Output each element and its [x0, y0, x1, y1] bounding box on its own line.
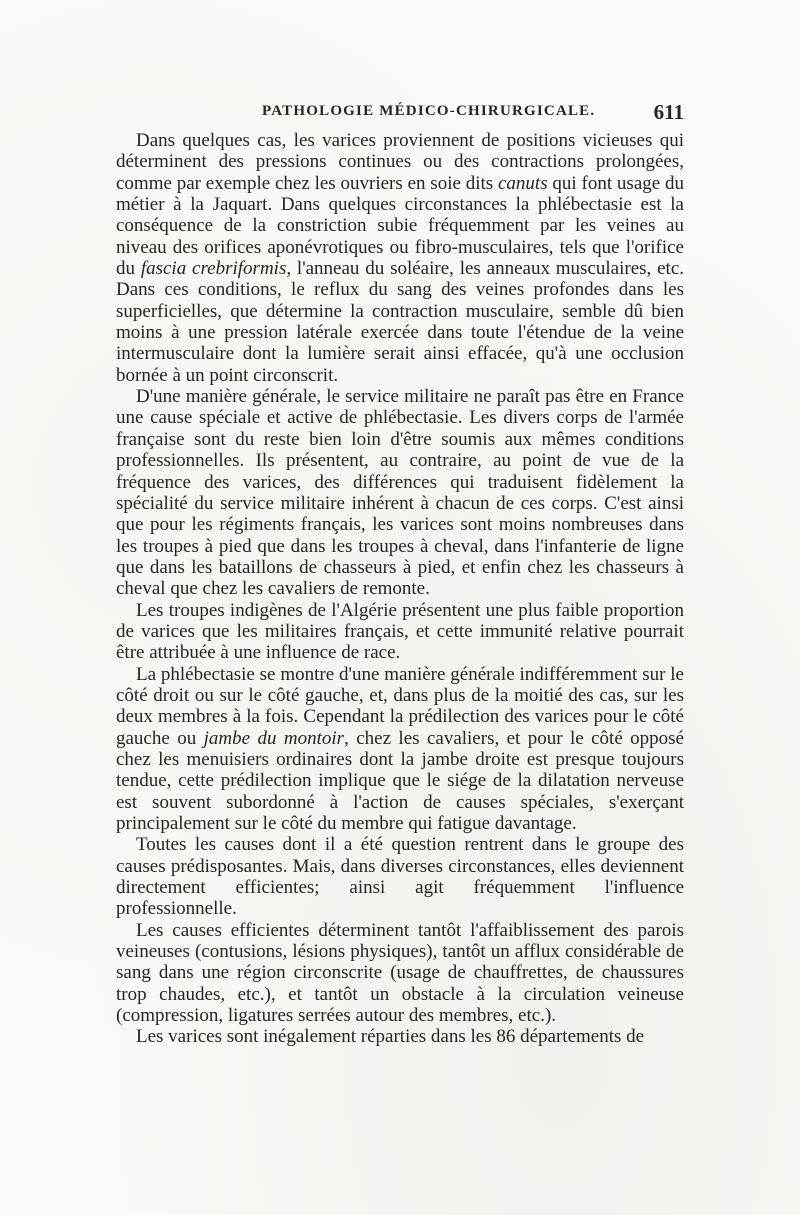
- paragraph-4: [116, 664, 684, 835]
- paragraph-1-part-2: qui font usage du métier à la Jaquart. Dans quelques circonstances la phlébectasie est la conséquence de la constriction subie fréquemment par les veines au niveau des orifices aponévrotiques ou fibro-musculaires, tels que l'orifice du: [116, 172, 684, 280]
- body-text: [116, 130, 684, 1048]
- paragraph-6: Les causes efficientes déterminent tantôt l'affaiblissement des parois veineuses (contusions, lésions physiques), tantôt un afflux considérable de sang dans une région circonscrite (usage de chauffrettes, de chaussures trop chaudes, etc.), et tantôt un obstacle à la circulation veineuse (compression, ligatures serrées autour des membres, etc.).: [116, 919, 684, 1027]
- paragraph-2: D'une manière générale, le service militaire ne paraît pas être en France une cause spéciale et active de phlébectasie. Les divers corps de l'armée française sont du reste bien loin d'être soumis aux mêmes conditions professionnelles. Ils présentent, au contraire, au point de vue de la fréquence des varices, des différences qui traduisent fidèlement la spécialité du service militaire inhérent à chacun de ces corps. C'est ainsi que pour les régiments français, les varices sont moins nombreuses dans les troupes à pied que dans les troupes à cheval, dans l'infanterie de ligne que dans les bataillons de chasseurs à pied, et enfin chez les chasseurs à cheval que chez les cavaliers de remonte.: [116, 386, 684, 600]
- paragraph-4-part-1: La phlébectasie se montre d'une manière générale indifféremment sur le côté droit ou sur le côté gauche, et, dans plus de la moitié des cas, sur les deux membres à la fois. Cependant la prédilection des varices pour le côté gauche ou: [116, 663, 684, 749]
- italic-term-canuts: canuts: [498, 172, 548, 194]
- italic-term-fascia: fascia crebriformis: [140, 258, 287, 280]
- paragraph-1-part-3: , l'anneau du soléaire, les anneaux musculaires, etc. Dans ces conditions, le reflux du sang des veines profondes dans les superficielles, que détermine la contraction musculaire, semble dû bien moins à une pression latérale exercée dans toute l'étendue de la veine intermusculaire dont la lumière serait ainsi effacée, qu'à une occlusion bornée à un point circonscrit.: [116, 258, 684, 386]
- paragraph-1: [116, 130, 684, 386]
- running-head: [116, 100, 684, 127]
- running-title: PATHOLOGIE MÉDICO-CHIRURGICALE.: [262, 103, 596, 119]
- paragraph-4-part-2: , chez les cavaliers, et pour le côté opposé chez les menuisiers ordinaires dont la jambe droite est presque toujours tendue, cette prédilection implique que le siége de la dilatation nerveuse est souvent subordonné à l'action de causes spéciales, s'exerçant principalement sur le côté du membre qui fatigue davantage.: [116, 727, 684, 834]
- paragraph-7: Les varices sont inégalement réparties dans les 86 départements de: [136, 1026, 645, 1048]
- italic-term-montoir: jambe du montoir: [203, 727, 345, 749]
- paragraph-3: Les troupes indigènes de l'Algérie présentent une plus faible proportion de varices que les militaires français, et cette immunité relative pourrait être attribuée à une influence de race.: [116, 599, 684, 664]
- paragraph-1-part-1: Dans quelques cas, les varices proviennent de positions vicieuses qui déterminent des pressions continues ou des contractions prolongées, comme par exemple chez les ouvriers en soie dits: [116, 130, 684, 194]
- paragraph-5: Toutes les causes dont il a été question rentrent dans le groupe des causes prédisposantes. Mais, dans diverses circonstances, elles deviennent directement efficientes; ainsi agit fréquemment l'influence professionnelle.: [116, 834, 684, 920]
- page-number: 611: [653, 100, 684, 124]
